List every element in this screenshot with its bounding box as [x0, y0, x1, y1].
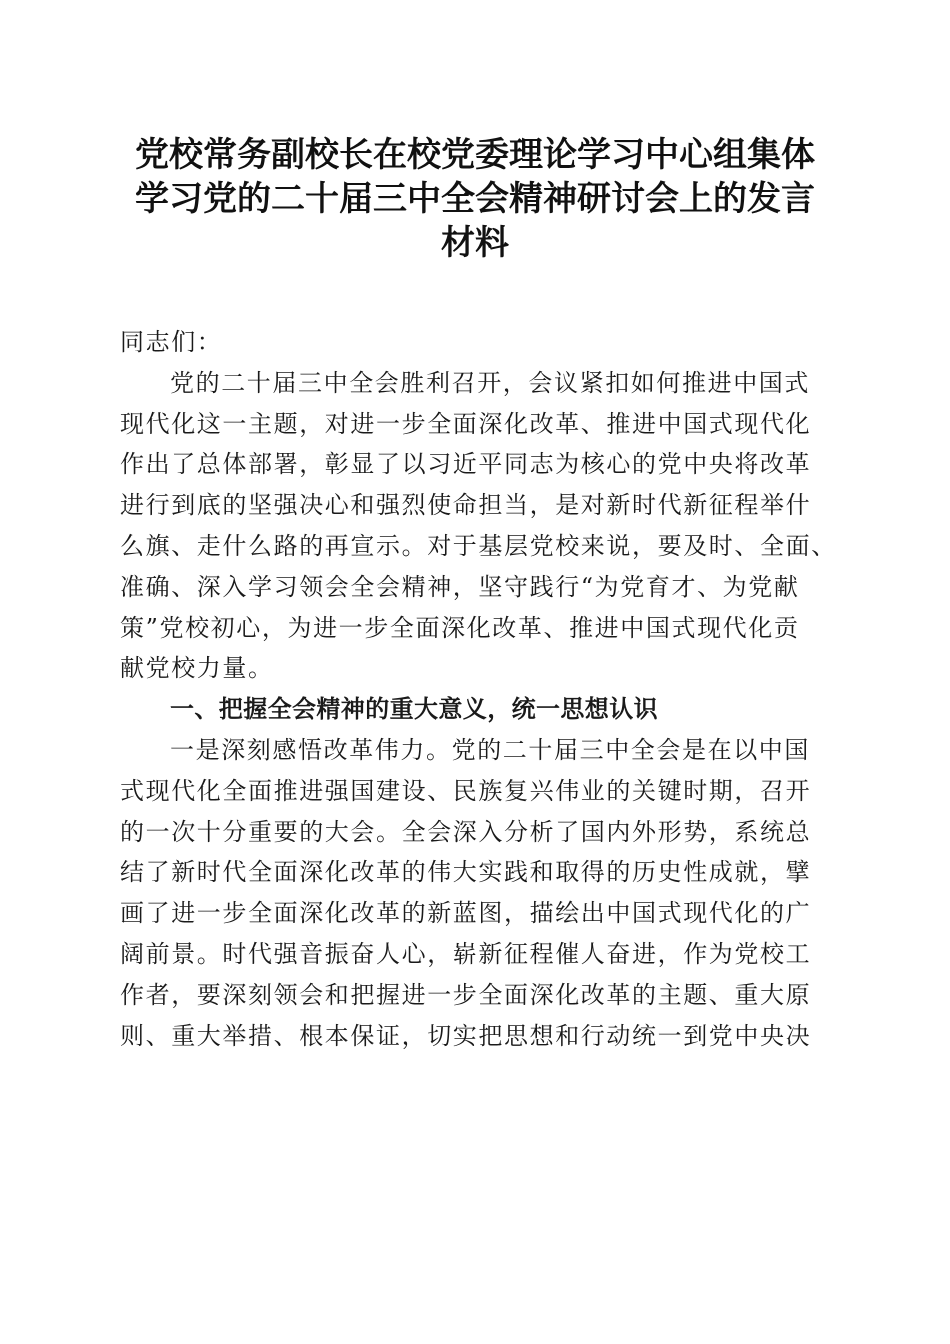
document-body — [120, 322, 837, 1056]
salutation: 同志们： — [120, 328, 223, 356]
title-line-3: 材料 — [441, 223, 509, 263]
paragraph-2 — [120, 730, 830, 1056]
paragraph-1-line: 进行到底的坚强决心和强烈使命担当，是对新时代新征程举什 — [120, 491, 812, 520]
paragraph-1 — [120, 363, 837, 689]
paragraph-2-line: 阔前景。时代强音振奋人心，崭新征程催人奋进，作为党校工 — [120, 939, 812, 968]
paragraph-1-line: 党的二十届三中全会胜利召开，会议紧扣如何推进中国式 — [170, 368, 810, 397]
title-line-2: 学习党的二十届三中全会精神研讨会上的发言 — [135, 179, 815, 219]
paragraph-1-line: 现代化这一主题，对进一步全面深化改革、推进中国式现代化 — [120, 409, 812, 438]
paragraph-1-line: 准确、深入学习领会全会精神，坚守践行“为党育才、为党献 — [120, 572, 800, 601]
paragraph-1-line: 作出了总体部署，彰显了以习近平同志为核心的党中央将改革 — [120, 450, 812, 479]
paragraph-2-line: 式现代化全面推进强国建设、民族复兴伟业的关键时期，召开 — [120, 776, 812, 805]
paragraph-2-line: 的一次十分重要的大会。全会深入分析了国内外形势，系统总 — [120, 817, 812, 846]
document-title — [110, 133, 840, 265]
paragraph-1-line: 献党校力量。 — [120, 654, 274, 683]
paragraph-2-line: 则、重大举措、根本保证，切实把思想和行动统一到党中央决 — [120, 1021, 812, 1050]
paragraph-2-line: 一是深刻感悟改革伟力。党的二十届三中全会是在以中国 — [170, 735, 810, 764]
paragraph-2-line: 画了进一步全面深化改革的新蓝图，描绘出中国式现代化的广 — [120, 899, 812, 928]
paragraph-1-line: 策”党校初心，为进一步全面深化改革、推进中国式现代化贡 — [120, 613, 800, 642]
paragraph-2-line: 结了新时代全面深化改革的伟大实践和取得的历史性成就，擘 — [120, 858, 812, 887]
paragraph-1-line: 么旗、走什么路的再宣示。对于基层党校来说，要及时、全面、 — [120, 531, 837, 560]
paragraph-2-line: 作者，要深刻领会和把握进一步全面深化改革的主题、重大原 — [120, 980, 812, 1009]
title-line-1: 党校常务副校长在校党委理论学习中心组集体 — [135, 135, 815, 175]
section-1-heading: 一、把握全会精神的重大意义，统一思想认识 — [170, 695, 658, 724]
